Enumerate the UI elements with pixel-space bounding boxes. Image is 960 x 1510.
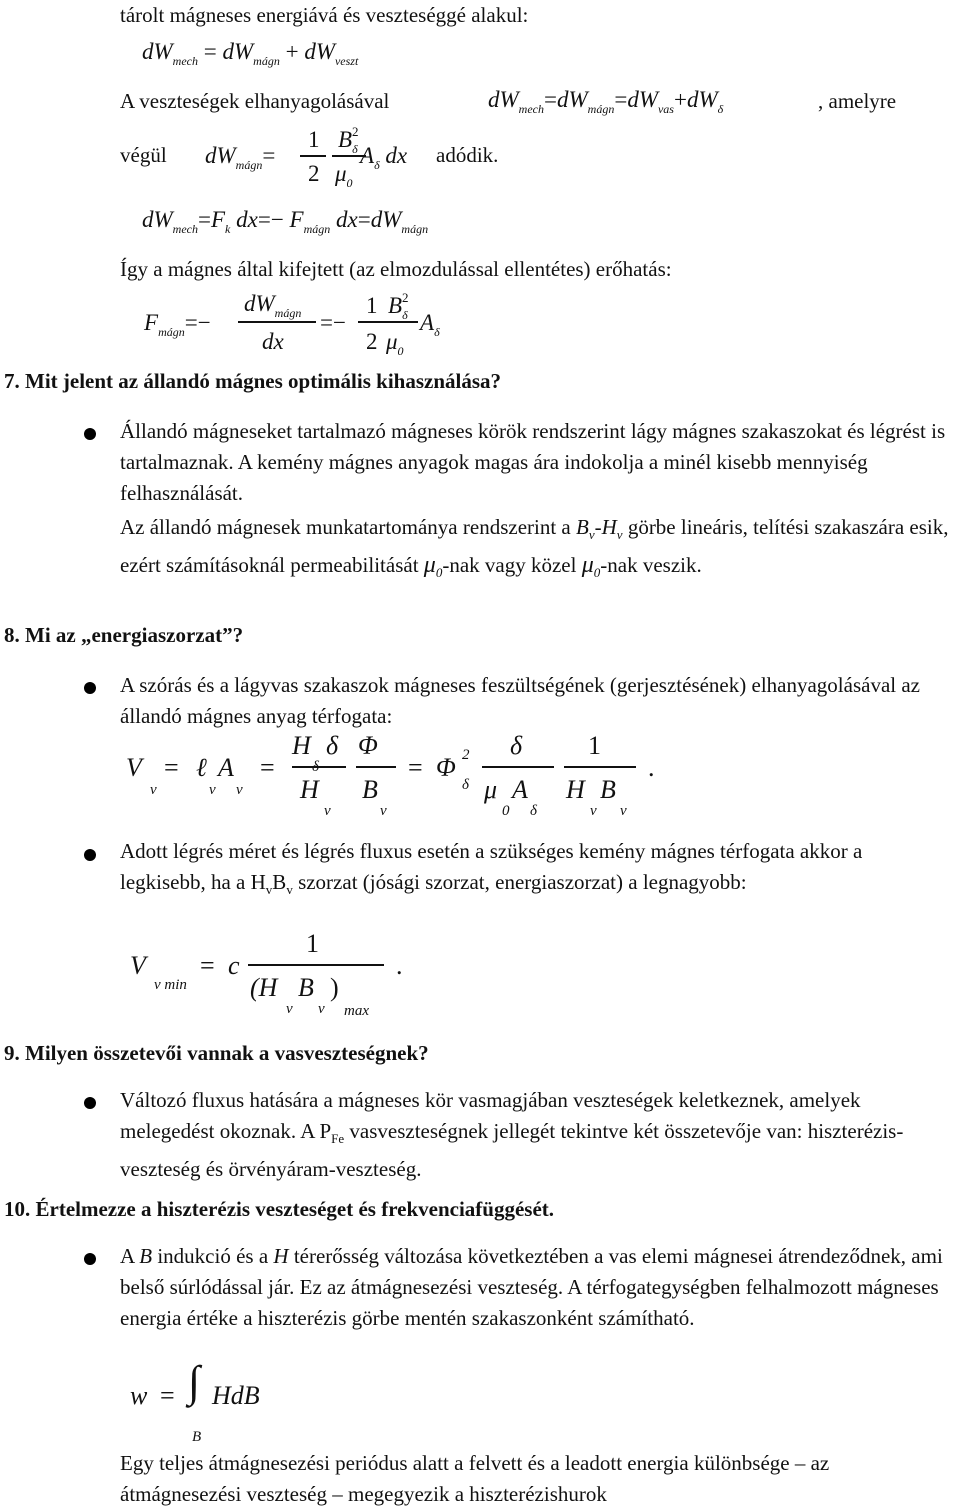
- eq7-B: B: [298, 973, 314, 1002]
- eq5-frac1-bar: [238, 321, 316, 323]
- eq3-A-letter: A: [360, 143, 375, 168]
- eq4-sub-magn2: mágn: [401, 222, 429, 236]
- eq5-A: [420, 307, 440, 342]
- eq3-dx: dx: [385, 143, 408, 168]
- eq6-Hv: H: [300, 775, 319, 804]
- eq3-lhs: $dW_{mágn}=$: [205, 143, 276, 172]
- eq5-eq: =−: [320, 310, 346, 335]
- p10-text1: A: [120, 1244, 140, 1268]
- eq8-integral: ∫: [188, 1357, 201, 1406]
- p7b-B: B: [576, 515, 589, 539]
- eq4-dw-mech: dW: [142, 207, 173, 232]
- eq5-num-sub: mágn: [274, 306, 302, 320]
- eq4-sub-mech: mech: [172, 222, 198, 236]
- eq6-H-sub: δ: [312, 759, 319, 775]
- eq2-dw-magn: dW: [556, 87, 588, 112]
- equation-energy-balance: [142, 36, 358, 71]
- bullet-9: [84, 1097, 96, 1109]
- eq1-equals: =: [203, 39, 217, 64]
- p7b-H: H: [601, 515, 617, 539]
- eq7-max: max: [344, 1003, 369, 1019]
- p10-text2: indukció és a: [152, 1244, 274, 1268]
- p7b-text2: görbe lineáris, telítési szakaszára esik, ezért számításoknál permeabilitását: [120, 515, 949, 578]
- eq8-eq: =: [160, 1381, 175, 1410]
- eq7-eq: =: [200, 951, 215, 980]
- eq6-mu-sub: 0: [502, 803, 510, 819]
- intro-text: tárolt mágneses energiává és veszteséggé alakul:: [120, 3, 529, 27]
- eq6-H: H: [292, 731, 311, 760]
- bullet-8b: [84, 849, 96, 861]
- p7b-dash: -: [594, 515, 602, 539]
- paragraph-8a: A szórás és a lágyvas szakaszok mágneses feszültségének (gerjesztésének) elhanyagolásával az állandó mágnes anyag térfogata:: [120, 673, 920, 728]
- p10-text3: térerősség változása következtében a vas elemi mágnesei átrendeződnek, ami belső súrlódással jár. Ez az átmágnesezési veszteség. A térfogategységben felhalmozott mágneses energia értéke a hiszterézis görbe mentén szakaszonként számítható.: [120, 1244, 943, 1330]
- eq6-Bv: B: [362, 775, 378, 804]
- eq5-frac2-bar: [358, 321, 384, 323]
- eq6-eq3: =: [408, 753, 423, 782]
- p7b-mu2: μ: [581, 552, 594, 579]
- p8b-B: B: [272, 870, 287, 894]
- eq2-sub-magn: mágn: [587, 102, 615, 116]
- eq8-HdB: HdB: [212, 1381, 260, 1410]
- eq6-Hv2: H: [566, 775, 585, 804]
- p8b-text1: Adott légrés méret és légrés fluxus esetén a szükséges kemény mágnes térfogata akkor a legkisebb, ha a H: [120, 839, 863, 894]
- eq5-num-dw: dW: [244, 291, 275, 316]
- eq6-eq1: =: [164, 753, 179, 782]
- eq4-sub-magn: mágn: [303, 222, 331, 236]
- bullet-8a: [84, 682, 96, 694]
- p9-text1: Változó fluxus hatására a mágneses kör vasmagjában veszteségek keletkeznek, amelyek melegedést okoznak. A P: [120, 1088, 861, 1143]
- eq1-plus: +: [285, 39, 299, 64]
- eq6-V-sub: v: [150, 782, 157, 798]
- eq6-Phi2: Φ: [436, 753, 456, 782]
- eq5-F: $F_{mágn}=-$: [144, 310, 211, 339]
- heading-8: 8. Mi az „energiaszorzat”?: [4, 623, 244, 647]
- paragraph-10b: Egy teljes átmágnesezési periódus alatt a felvett és a leadott energia különbsége – az átmágnesezési veszteség – megegyezik a hiszterézishurok: [120, 1451, 830, 1506]
- eq6-bar1: [292, 766, 346, 768]
- eq6-Adelta-sub: δ: [530, 803, 537, 819]
- adodik-text: adódik.: [436, 143, 499, 167]
- eq5-den: dx: [262, 329, 284, 354]
- paragraph-7b: [120, 512, 950, 588]
- eq5-mu: [386, 326, 404, 361]
- paragraph-9: [120, 1085, 950, 1185]
- eq6-l-sub: v: [209, 782, 216, 798]
- eq4-dx1: dx: [236, 207, 258, 232]
- eq6-Phi2-sub: δ: [462, 777, 469, 793]
- eq2-sub-mech: mech: [518, 102, 544, 116]
- eq3-two: 2: [308, 161, 320, 186]
- bullet-10: [84, 1253, 96, 1265]
- eq6-Hv-sub: v: [324, 803, 331, 819]
- eq5-frac3-bar: [384, 321, 418, 323]
- eq6-l: ℓ: [196, 753, 207, 782]
- eq3-B-sup: 2: [352, 124, 359, 139]
- eq3-B-letter: B: [338, 127, 353, 152]
- eq6-Phi1: Φ: [358, 731, 378, 760]
- paragraph-7a: Állandó mágneseket tartalmazó mágneses körök rendszerint lágy mágnes szakaszokat és légrést is tartalmaznak. A kemény mágnes anyagok magas ára indokolja a minél kisebb mennyiség felhasználását.: [120, 419, 946, 505]
- eq1-dw-veszt: dW: [304, 39, 335, 64]
- eq3-mu-sub: 0: [346, 176, 353, 190]
- eq2-dw-delta: dW: [686, 87, 718, 112]
- eq6-bar2: [356, 766, 396, 768]
- eq7-V: V: [130, 951, 146, 980]
- p7b-zero1: 0: [435, 565, 443, 581]
- eq5-B-sub: δ: [402, 308, 408, 322]
- eq7-c: c: [228, 951, 240, 980]
- eq6-mu: μ: [484, 775, 498, 804]
- p9-Fe: Fe: [331, 1131, 345, 1147]
- eq5-two: 2: [366, 329, 378, 354]
- eq6-Adelta: A: [512, 775, 528, 804]
- heading-9: 9. Milyen összetevői vannak a vasveszteségnek?: [4, 1041, 429, 1065]
- eq4-dx2: dx: [336, 207, 358, 232]
- eq6-Bv2-sub: v: [620, 803, 627, 819]
- amelyre-text: , amelyre: [818, 89, 897, 113]
- eq6-delta2: δ: [510, 731, 523, 760]
- p10-H: H: [273, 1244, 289, 1268]
- p8b-text2: szorzat (jósági szorzat, energiaszorzat) a legnagyobb:: [292, 870, 747, 894]
- eq6-dot: .: [648, 753, 655, 782]
- eq7-V-sub: v min: [154, 977, 187, 993]
- p10-B: B: [139, 1244, 153, 1268]
- force-text: Így a mágnes által kifejtett (az elmozdulással ellentétes) erőhatás:: [120, 257, 672, 281]
- eq8-limit: B: [192, 1429, 202, 1445]
- eq7-close: ): [330, 973, 339, 1002]
- p7b-text3: -nak vagy közel: [442, 553, 582, 578]
- eq6-delta1: δ: [326, 731, 339, 760]
- paragraph-10: [120, 1241, 950, 1334]
- eq7-bar: [248, 964, 384, 966]
- eq5-mu-letter: μ: [386, 329, 398, 354]
- eq6-one: 1: [588, 731, 601, 760]
- equation-loss-split: $dW_{mech}=dW_{mágn}=dW_{vas}+dW_\delta$: [488, 87, 724, 116]
- eq5-B-sup: 2: [402, 290, 409, 305]
- eq1-sub-mech: mech: [172, 54, 198, 68]
- eq2-dw-mech: dW: [488, 87, 519, 112]
- eq4-sub-k: k: [225, 222, 231, 236]
- p8b-v2: v: [286, 882, 293, 898]
- eq6-Phi2-sup: 2: [462, 747, 470, 763]
- eq5-mu-sub: 0: [397, 344, 404, 358]
- eq5-F-letter: F: [144, 310, 159, 335]
- eq7-one: 1: [306, 929, 319, 958]
- neglect-text: A veszteségek elhanyagolásával: [120, 89, 390, 113]
- eq2-sub-vas: vas: [657, 102, 674, 116]
- p8b-v1: v: [265, 882, 273, 898]
- eq6-Bv-sub: v: [380, 803, 387, 819]
- heading-10: 10. Értelmezze a hiszterézis veszteséget és frekvenciafüggését.: [4, 1197, 555, 1221]
- eq3-dw: dW: [205, 143, 236, 168]
- eq6-A: A: [218, 753, 234, 782]
- p7b-v1: v: [588, 527, 595, 543]
- vegul-text: végül: [120, 143, 167, 167]
- p7b-text4: -nak veszik.: [600, 553, 702, 578]
- eq3-mu: [335, 158, 353, 193]
- eq6-V: V: [126, 753, 142, 782]
- eq1-dw-mech: dW: [142, 39, 173, 64]
- eq5-A-sub: δ: [434, 325, 440, 339]
- eq2-dw-vas: dW: [627, 87, 658, 112]
- p7b-mu1: μ: [423, 552, 436, 579]
- eq4-F-k: F: [210, 207, 226, 232]
- p7b-zero2: 0: [593, 565, 601, 581]
- equation-force-work: $dW_{mech}=F_k$ $dx=- F_{mágn}$ $dx=dW_{mágn}$: [142, 207, 429, 236]
- eq2-sub-delta: δ: [717, 102, 724, 116]
- eq3-sub-magn: mágn: [235, 158, 263, 172]
- eq3-one: 1: [308, 127, 320, 152]
- eq1-dw-magn: dW: [222, 39, 254, 64]
- eq5-num: [244, 288, 301, 323]
- eq7-den-sub1: v: [286, 1001, 293, 1017]
- eq6-bar4: [564, 766, 636, 768]
- eq7-den-sub2: v: [318, 1001, 325, 1017]
- bullet-7a: [84, 428, 96, 440]
- eq3-mu-letter: μ: [335, 161, 347, 186]
- eq6-Hv2-sub: v: [590, 803, 597, 819]
- eq6-eq2: =: [260, 753, 275, 782]
- p7b-v2: v: [616, 527, 623, 543]
- eq3-frac1-bar: [300, 155, 326, 157]
- paragraph-8b: [120, 836, 950, 905]
- eq6-Bv2: B: [600, 775, 616, 804]
- eq3-A-sub: δ: [374, 158, 380, 172]
- eq1-sub-veszt: veszt: [334, 54, 359, 68]
- eq1-sub-magn: mágn: [253, 54, 280, 68]
- eq7-dot: .: [396, 951, 403, 980]
- p7b-text1: Az állandó mágnesek munkatartománya rendszerint a: [120, 515, 576, 539]
- eq8-w: w: [130, 1381, 148, 1410]
- eq6-A-sub: v: [236, 782, 243, 798]
- eq5-F-sub: mágn: [158, 325, 185, 339]
- eq6-bar3: [482, 766, 554, 768]
- heading-7: 7. Mit jelent az állandó mágnes optimális kihasználása?: [4, 369, 502, 393]
- eq4-dw-magn: dW: [370, 207, 402, 232]
- eq5-A-letter: A: [420, 310, 435, 335]
- eq4-F-magn: F: [289, 207, 304, 232]
- eq7-den: (H: [250, 973, 278, 1002]
- eq5-B-letter: B: [388, 293, 403, 318]
- eq3-B-sub: δ: [352, 142, 358, 156]
- p9-text2: vasveszteségnek jellegét tekintve két összetevője van: hiszterézis-veszteség és örvényáram-veszteség.: [120, 1119, 904, 1182]
- eq5-one: 1: [366, 293, 378, 318]
- eq3-A: [360, 140, 407, 175]
